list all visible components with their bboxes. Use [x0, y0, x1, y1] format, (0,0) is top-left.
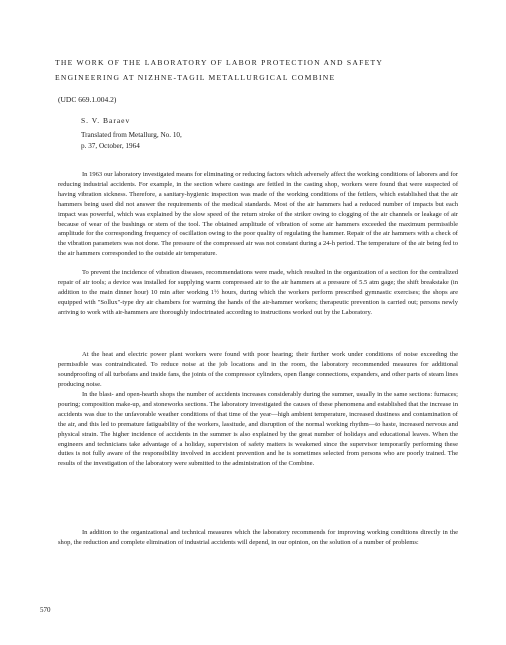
- body-paragraph-4: In the blast- and open-hearth shops the number of accidents increases considerably during the summer, usually in the same sections: furnaces; pouring; composition make-up, and stoneworks sections. The laboratory investigated the causes of these phenomena and established that the increase in accidents was due to the unfavorable weather conditions of that time of the year—high ambient temperature, increased dustiness and contamination of the air, and this led to premature fatiguability of the workers, lassitude, and disruption of the normal working rhythm—to haste, increased nervous and physical strain. The higher incidence of accidents in the summer is also explained by the great number of holidays and educational leaves. When the engineers and technicians take advantage of a holiday, supervision of safety matters is weakened since the supervisor temporarily performing these duties is not fully aware of the responsibility involved in accident prevention and he is sometimes selected from persons who are poorly trained. The results of the investigation of the laboratory were submitted to the administration of the Combine.: [58, 391, 458, 468]
- author-name: S. V. Baraev: [81, 116, 131, 125]
- article-title-line-1: THE WORK OF THE LABORATORY OF LABOR PROTECTION AND SAFETY: [55, 58, 384, 67]
- article-title-line-2: ENGINEERING AT NIZHNE-TAGIL METALLURGICAL COMBINE: [55, 73, 336, 82]
- page-number: 570: [40, 606, 51, 614]
- body-paragraph-5: In addition to the organizational and technical measures which the laboratory recommends for improving working conditions directly in the shop, the reduction and complete elimination of industrial accidents will depend, in our opinion, on the solution of a number of problems:: [58, 529, 458, 546]
- body-paragraph-1: In 1963 our laboratory investigated means for eliminating or reducing factors which adversely affect the working conditions of laborers and for reducing industrial accidents. For example, in the section where castings are fettled in the casting shop, workers were found that were suspected of having vibration sickness. Therefore, a sanitary-hygienic inspection was made of the working conditions of the fettlers, which established that the air hammers being used did not answer the requirements of the medical standards. Most of the air hammers had a reduced number of impacts but each impact was powerful, which was explained by the slow speed of the return stroke of the striker owing to clogging of the air channels or leakage of air because of wear of the bushings or stem of the tool. The obtained amplitude of vibration of some air hammers exceeded the maximum permissible amplitude for the corresponding frequency of oscillation owing to the poor quality of regulating the hammer. Repair of the air hammers with a check of the vibration parameters was not done. The pressure of the compressed air was not constant during a 24-h period. The temperature of the air being fed to the air hammers corresponded to the outside air temperature.: [58, 171, 458, 258]
- udc-code: (UDC 669.1.004.2): [58, 95, 117, 104]
- translation-source-line-2: p. 37, October, 1964: [81, 141, 140, 150]
- body-paragraph-2: To prevent the incidence of vibration diseases, recommendations were made, which resulted in the organization of a section for the centralized repair of air tools; a device was installed for supplying warm compressed air to the air hammers at a pressure of 5.5 atm gage; the shift breakstake (in addition to the main dinner hour) 10 min after working 1½ hours, during which the workers perform prescribed gymnastic exercises; the shops are equipped with "Sollux"-type dry air chambers for warming the hands of the air-hammer workers; therapeutic prevention is carried out; persons newly arriving to work with air-hammers are thoroughly indoctrinated according to instructions worked out by the Laboratory.: [58, 269, 458, 316]
- translation-source-line-1: Translated from Metallurg, No. 10,: [81, 131, 182, 139]
- article-title: [55, 55, 475, 85]
- body-paragraph-3: At the heat and electric power plant workers were found with poor hearing; their further work under conditions of noise exceeding the permissible was contraindicated. To reduce noise at the job locations and in the room, the laboratory recommended measures for additional soundproofing of all turbofans and inside fans, the joints of the compressor cylinders, open flange connections, expanders, and other parts of steam lines producing noise.: [58, 351, 458, 388]
- translation-source: [81, 130, 182, 151]
